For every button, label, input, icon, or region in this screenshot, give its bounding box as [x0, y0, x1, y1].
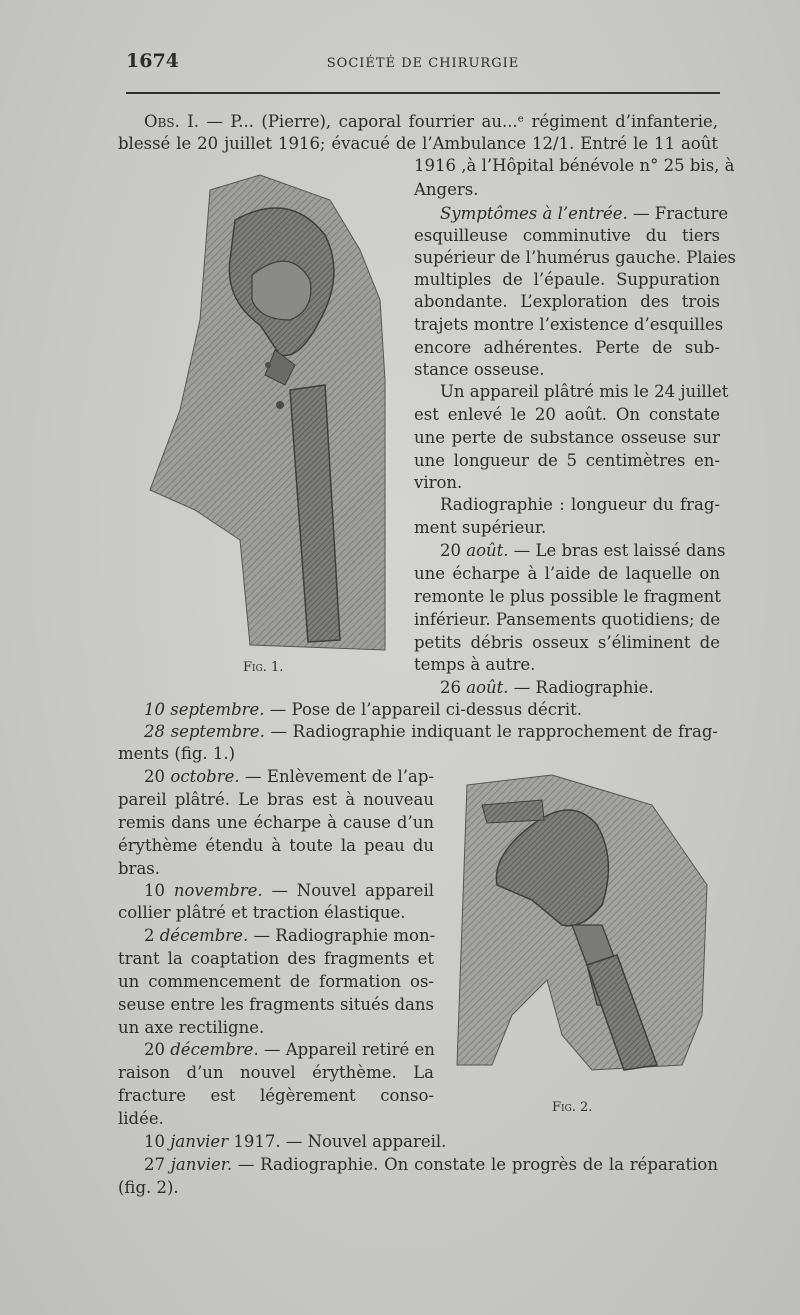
text-line: esquilleuse comminutive du tiers	[414, 226, 720, 245]
text-line: viron.	[414, 473, 463, 492]
header-rule	[126, 92, 720, 94]
text-line: pareil plâtré. Le bras est à nouveau	[118, 790, 434, 809]
text-line: trajets montre l’existence d’esquilles	[414, 315, 724, 334]
page-number: 1674	[126, 50, 179, 72]
text-line: encore adhérentes. Perte de sub-	[414, 338, 720, 357]
text-line: stance osseuse.	[414, 360, 545, 379]
text-line: remis dans une écharpe à cause d’un	[118, 813, 434, 832]
page-header	[126, 50, 720, 78]
text-line: (fig. 2).	[118, 1178, 179, 1197]
text-line: petits débris osseux s’éliminent de	[414, 633, 720, 652]
text-line: inférieur. Pansements quotidiens; de	[414, 610, 721, 629]
text-line: 10 septembre. — Pose de l’appareil ci-dessus décrit.	[144, 700, 583, 719]
text-line: seuse entre les fragments situés dans	[118, 995, 434, 1014]
running-title: SOCIÉTÉ DE CHIRURGIE	[326, 56, 520, 71]
text-line: un axe rectiligne.	[118, 1018, 265, 1037]
text-line: 20 août. — Le bras est laissé dans	[440, 541, 726, 560]
text-line: blessé le 20 juillet 1916; évacué de l’Ambulance 12/1. Entré le 11 août	[118, 134, 718, 153]
text-line: érythème étendu à toute la peau du	[118, 836, 434, 855]
text-line: 10 janvier 1917. — Nouvel appareil.	[144, 1132, 447, 1151]
text-line: abondante. L’exploration des trois	[414, 292, 720, 311]
text-line: multiples de l’épaule. Suppuration	[414, 270, 720, 289]
text-line: une perte de substance osseuse sur	[414, 428, 720, 447]
text-line: Obs. I. — P... (Pierre), caporal fourrier au...ᵉ régiment d’infanterie,	[144, 112, 718, 131]
text-line: 27 janvier. — Radiographie. On constate le progrès de la réparation	[144, 1155, 718, 1174]
text-line: Symptômes à l’entrée. — Fracture	[440, 204, 729, 223]
text-line: 10 novembre. — Nouvel appareil	[144, 881, 434, 900]
text-line: 28 septembre. — Radiographie indiquant le rapprochement de frag-	[144, 722, 718, 741]
text-line: une longueur de 5 centimètres en-	[414, 451, 720, 470]
text-line: Radiographie : longueur du frag-	[440, 495, 720, 514]
text-line: supérieur de l’humérus gauche. Plaies	[414, 248, 736, 267]
figure-1-radiograph	[140, 160, 400, 660]
figure-2-caption: Fig. 2.	[552, 1100, 593, 1115]
text-line: 1916 ,à l’Hôpital bénévole n° 25 bis, à	[414, 156, 735, 175]
text-line: est enlevé le 20 août. On constate	[414, 405, 720, 424]
text-line: un commencement de formation os-	[118, 972, 434, 991]
figure-2-radiograph	[452, 765, 717, 1080]
text-line: bras.	[118, 859, 160, 878]
text-line: fracture est légèrement conso-	[118, 1086, 434, 1105]
text-line: collier plâtré et traction élastique.	[118, 903, 406, 922]
text-line: ments (fig. 1.)	[118, 744, 236, 763]
text-line: 20 décembre. — Appareil retiré en	[144, 1040, 435, 1059]
figure-1-caption: Fig. 1.	[243, 660, 284, 675]
text-line: trant la coaptation des fragments et	[118, 949, 434, 968]
text-line: 2 décembre. — Radiographie mon-	[144, 926, 436, 945]
text-line: 26 août. — Radiographie.	[440, 678, 654, 697]
text-line: une écharpe à l’aide de laquelle on	[414, 564, 720, 583]
text-line: remonte le plus possible le fragment	[414, 587, 721, 606]
text-line: Un appareil plâtré mis le 24 juillet	[440, 382, 729, 401]
text-line: lidée.	[118, 1109, 164, 1128]
text-line: 20 octobre. — Enlèvement de l’ap-	[144, 767, 434, 786]
text-line: Angers.	[414, 180, 479, 199]
text-line: raison d’un nouvel érythème. La	[118, 1063, 434, 1082]
text-line: temps à autre.	[414, 655, 536, 674]
text-line: ment supérieur.	[414, 518, 547, 537]
